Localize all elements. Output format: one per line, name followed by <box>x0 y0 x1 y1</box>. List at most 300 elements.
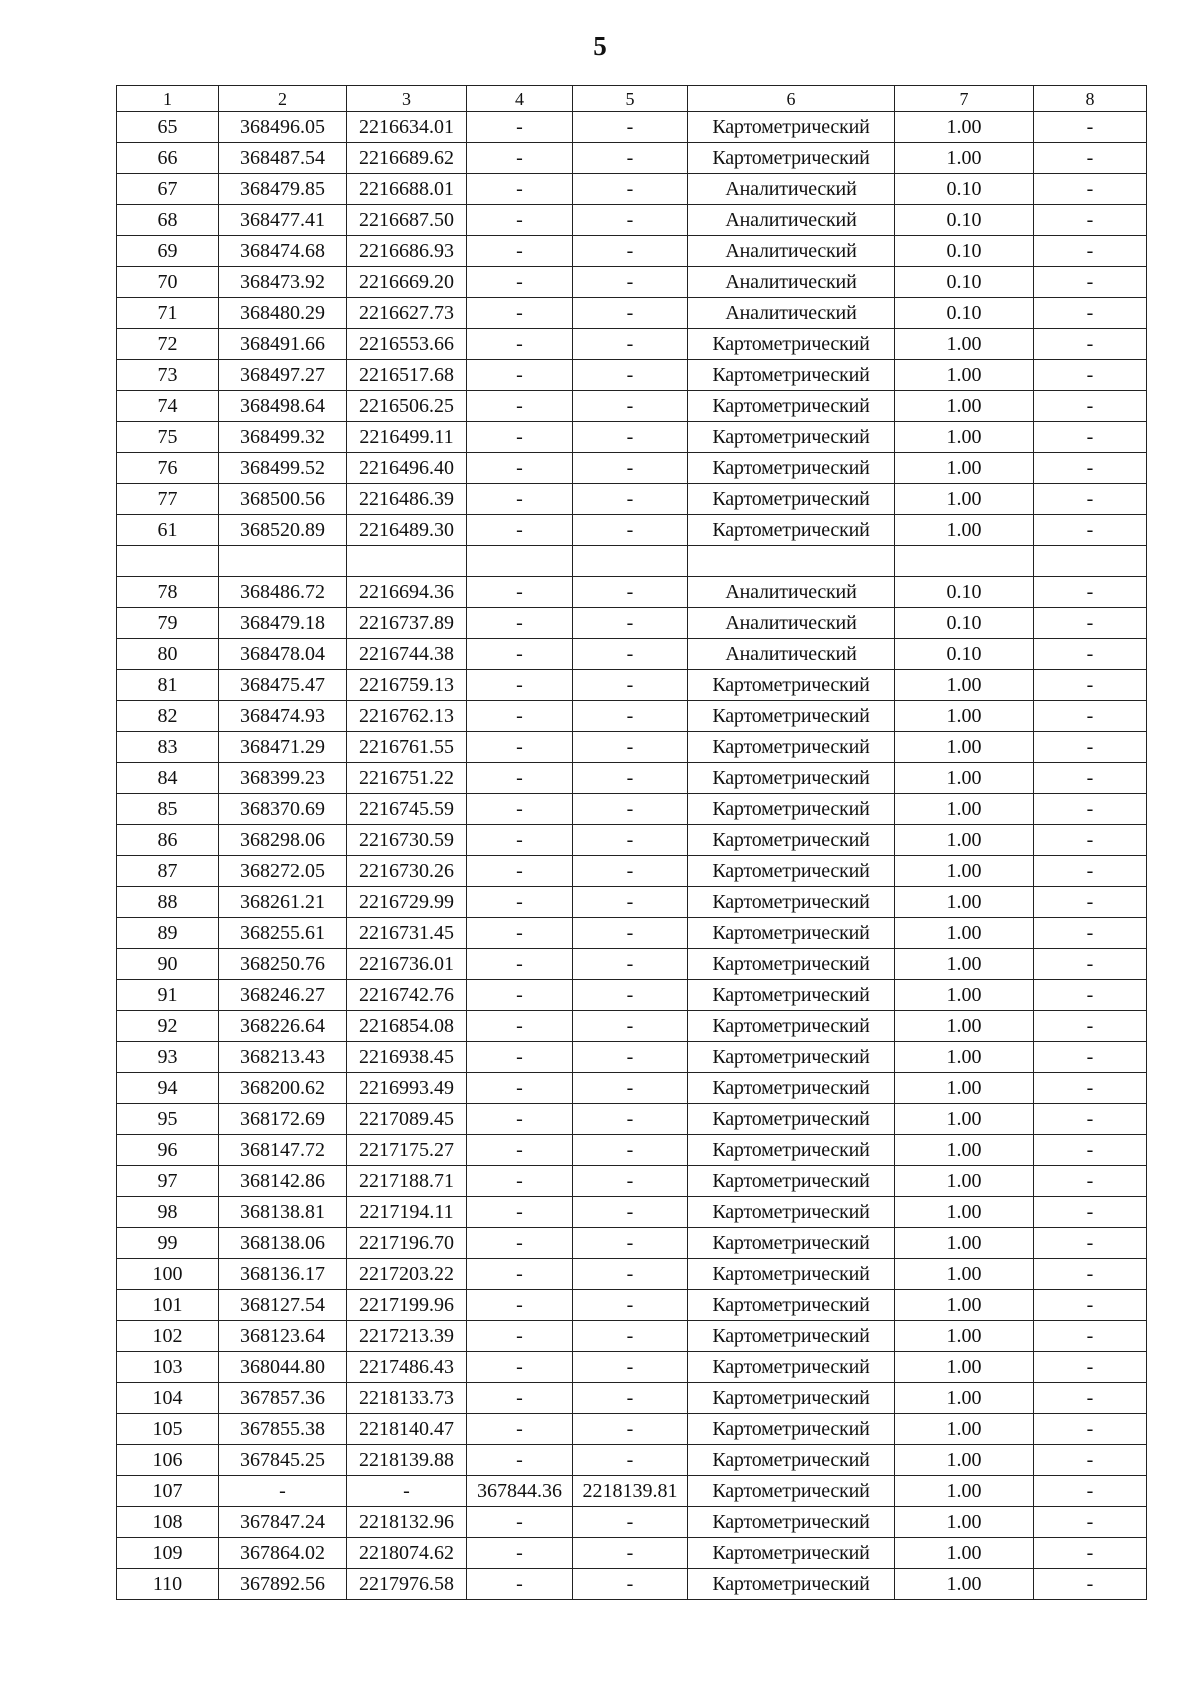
accuracy-cell: 1.00 <box>895 763 1034 794</box>
table-row <box>117 1042 1147 1073</box>
y-new-cell: - <box>573 887 688 918</box>
x-coordinate-cell: 367857.36 <box>219 1383 347 1414</box>
accuracy-cell: 0.10 <box>895 236 1034 267</box>
x-coordinate-cell: 368226.64 <box>219 1011 347 1042</box>
y-new-cell: - <box>573 298 688 329</box>
method-cell: Картометрический <box>688 1166 895 1197</box>
x-new-cell: - <box>467 1166 573 1197</box>
table-body <box>117 86 1147 1600</box>
method-cell: Картометрический <box>688 1104 895 1135</box>
table-row <box>117 1507 1147 1538</box>
accuracy-cell: 1.00 <box>895 1011 1034 1042</box>
accuracy-cell: 1.00 <box>895 1414 1034 1445</box>
x-coordinate-cell: 368486.72 <box>219 577 347 608</box>
point-number-cell: 66 <box>117 143 219 174</box>
table-row <box>117 546 1147 577</box>
x-coordinate-cell: 367855.38 <box>219 1414 347 1445</box>
y-coordinate-cell: - <box>347 1476 467 1507</box>
x-coordinate-cell: 368498.64 <box>219 391 347 422</box>
point-number-cell: 100 <box>117 1259 219 1290</box>
table-row <box>117 391 1147 422</box>
x-coordinate-cell: 368399.23 <box>219 763 347 794</box>
accuracy-cell: 1.00 <box>895 1507 1034 1538</box>
method-cell: Картометрический <box>688 515 895 546</box>
point-number-cell: 72 <box>117 329 219 360</box>
x-new-cell: - <box>467 1042 573 1073</box>
x-new-cell: - <box>467 236 573 267</box>
point-number-cell: 86 <box>117 825 219 856</box>
method-cell: Картометрический <box>688 701 895 732</box>
note-cell: - <box>1034 360 1147 391</box>
note-cell: - <box>1034 1352 1147 1383</box>
point-number-cell: 104 <box>117 1383 219 1414</box>
table-row <box>117 236 1147 267</box>
x-coordinate-cell: 368136.17 <box>219 1259 347 1290</box>
note-cell: - <box>1034 794 1147 825</box>
x-new-cell: - <box>467 1414 573 1445</box>
point-number-cell: 95 <box>117 1104 219 1135</box>
header-cell: 1 <box>117 86 219 112</box>
x-coordinate-cell: 368474.68 <box>219 236 347 267</box>
note-cell: - <box>1034 515 1147 546</box>
y-new-cell: - <box>573 236 688 267</box>
y-coordinate-cell: 2216688.01 <box>347 174 467 205</box>
method-cell: Картометрический <box>688 732 895 763</box>
method-cell: Картометрический <box>688 329 895 360</box>
point-number-cell: 78 <box>117 577 219 608</box>
y-coordinate-cell: 2216517.68 <box>347 360 467 391</box>
accuracy-cell: 1.00 <box>895 453 1034 484</box>
header-cell: 7 <box>895 86 1034 112</box>
y-coordinate-cell: 2216489.30 <box>347 515 467 546</box>
table-row <box>117 1290 1147 1321</box>
table-row <box>117 422 1147 453</box>
note-cell: - <box>1034 670 1147 701</box>
y-new-cell: - <box>573 794 688 825</box>
y-new-cell: - <box>573 1135 688 1166</box>
table-row <box>117 453 1147 484</box>
table-row <box>117 1197 1147 1228</box>
note-cell: - <box>1034 732 1147 763</box>
note-cell: - <box>1034 329 1147 360</box>
table-row <box>117 1104 1147 1135</box>
header-cell: 4 <box>467 86 573 112</box>
method-cell: Аналитический <box>688 577 895 608</box>
x-coordinate-cell: 368200.62 <box>219 1073 347 1104</box>
y-coordinate-cell: 2216744.38 <box>347 639 467 670</box>
x-new-cell: 367844.36 <box>467 1476 573 1507</box>
y-new-cell: - <box>573 1569 688 1600</box>
table-row <box>117 1259 1147 1290</box>
note-cell: - <box>1034 1538 1147 1569</box>
y-new-cell: - <box>573 1073 688 1104</box>
method-cell: Картометрический <box>688 670 895 701</box>
note-cell: - <box>1034 825 1147 856</box>
table-row <box>117 670 1147 701</box>
y-coordinate-cell: 2217213.39 <box>347 1321 467 1352</box>
header-cell: 8 <box>1034 86 1147 112</box>
x-new-cell: - <box>467 1290 573 1321</box>
table-row <box>117 794 1147 825</box>
table-row <box>117 577 1147 608</box>
method-cell: Картометрический <box>688 1135 895 1166</box>
y-new-cell: - <box>573 1321 688 1352</box>
accuracy-cell: 1.00 <box>895 1197 1034 1228</box>
x-new-cell: - <box>467 1569 573 1600</box>
y-coordinate-cell: 2216761.55 <box>347 732 467 763</box>
table-row <box>117 825 1147 856</box>
method-cell: Картометрический <box>688 143 895 174</box>
y-coordinate-cell: 2216745.59 <box>347 794 467 825</box>
point-number-cell: 80 <box>117 639 219 670</box>
method-cell: Картометрический <box>688 980 895 1011</box>
point-number-cell: 70 <box>117 267 219 298</box>
accuracy-cell: 1.00 <box>895 515 1034 546</box>
y-new-cell: - <box>573 1104 688 1135</box>
x-new-cell: - <box>467 608 573 639</box>
x-new-cell: - <box>467 825 573 856</box>
note-cell: - <box>1034 1166 1147 1197</box>
x-coordinate-cell: 368213.43 <box>219 1042 347 1073</box>
x-new-cell: - <box>467 1104 573 1135</box>
y-coordinate-cell: 2216627.73 <box>347 298 467 329</box>
method-cell: Картометрический <box>688 856 895 887</box>
point-number-cell: 110 <box>117 1569 219 1600</box>
accuracy-cell: 1.00 <box>895 143 1034 174</box>
x-new-cell: - <box>467 267 573 298</box>
accuracy-cell: 0.10 <box>895 577 1034 608</box>
method-cell: Картометрический <box>688 391 895 422</box>
y-coordinate-cell: 2216499.11 <box>347 422 467 453</box>
table-row <box>117 205 1147 236</box>
x-new-cell: - <box>467 1073 573 1104</box>
x-coordinate-cell: 367892.56 <box>219 1569 347 1600</box>
x-new-cell: - <box>467 732 573 763</box>
table-row <box>117 701 1147 732</box>
table-row <box>117 174 1147 205</box>
point-number-cell: 65 <box>117 112 219 143</box>
x-coordinate-cell: 368477.41 <box>219 205 347 236</box>
method-cell: Аналитический <box>688 608 895 639</box>
x-coordinate-cell: 368500.56 <box>219 484 347 515</box>
y-coordinate-cell <box>347 546 467 577</box>
y-coordinate-cell: 2218074.62 <box>347 1538 467 1569</box>
method-cell: Картометрический <box>688 1476 895 1507</box>
y-new-cell: - <box>573 856 688 887</box>
note-cell: - <box>1034 453 1147 484</box>
y-new-cell: - <box>573 112 688 143</box>
point-number-cell: 73 <box>117 360 219 391</box>
method-cell: Картометрический <box>688 484 895 515</box>
y-coordinate-cell: 2216689.62 <box>347 143 467 174</box>
method-cell: Картометрический <box>688 1290 895 1321</box>
x-coordinate-cell: 368480.29 <box>219 298 347 329</box>
y-new-cell: - <box>573 825 688 856</box>
x-coordinate-cell: 368138.06 <box>219 1228 347 1259</box>
y-new-cell: - <box>573 1352 688 1383</box>
x-coordinate-cell: 368250.76 <box>219 949 347 980</box>
point-number-cell: 99 <box>117 1228 219 1259</box>
point-number-cell: 75 <box>117 422 219 453</box>
table-row <box>117 484 1147 515</box>
x-new-cell: - <box>467 1259 573 1290</box>
table-row <box>117 1476 1147 1507</box>
accuracy-cell: 1.00 <box>895 1476 1034 1507</box>
table-row <box>117 1135 1147 1166</box>
point-number-cell: 89 <box>117 918 219 949</box>
note-cell: - <box>1034 1414 1147 1445</box>
method-cell: Картометрический <box>688 453 895 484</box>
accuracy-cell: 1.00 <box>895 360 1034 391</box>
method-cell: Картометрический <box>688 1321 895 1352</box>
accuracy-cell: 1.00 <box>895 1104 1034 1135</box>
y-new-cell: - <box>573 1011 688 1042</box>
note-cell: - <box>1034 1476 1147 1507</box>
point-number-cell: 84 <box>117 763 219 794</box>
x-coordinate-cell: 368479.85 <box>219 174 347 205</box>
y-new-cell: - <box>573 515 688 546</box>
point-number-cell: 98 <box>117 1197 219 1228</box>
y-new-cell: - <box>573 608 688 639</box>
method-cell: Аналитический <box>688 267 895 298</box>
note-cell: - <box>1034 701 1147 732</box>
y-coordinate-cell: 2217175.27 <box>347 1135 467 1166</box>
x-new-cell: - <box>467 1321 573 1352</box>
point-number-cell: 68 <box>117 205 219 236</box>
x-coordinate-cell: 367864.02 <box>219 1538 347 1569</box>
y-new-cell: - <box>573 205 688 236</box>
point-number-cell: 96 <box>117 1135 219 1166</box>
y-new-cell: - <box>573 1507 688 1538</box>
x-new-cell: - <box>467 391 573 422</box>
table-row <box>117 143 1147 174</box>
x-coordinate-cell: 367845.25 <box>219 1445 347 1476</box>
x-new-cell: - <box>467 174 573 205</box>
y-new-cell: - <box>573 670 688 701</box>
x-new-cell <box>467 546 573 577</box>
point-number-cell: 102 <box>117 1321 219 1352</box>
method-cell: Аналитический <box>688 205 895 236</box>
x-new-cell: - <box>467 980 573 1011</box>
y-coordinate-cell: 2217089.45 <box>347 1104 467 1135</box>
y-coordinate-cell: 2216694.36 <box>347 577 467 608</box>
y-coordinate-cell: 2216496.40 <box>347 453 467 484</box>
y-new-cell: - <box>573 1166 688 1197</box>
method-cell: Картометрический <box>688 1197 895 1228</box>
note-cell: - <box>1034 1042 1147 1073</box>
accuracy-cell: 1.00 <box>895 1569 1034 1600</box>
y-coordinate-cell: 2216742.76 <box>347 980 467 1011</box>
accuracy-cell: 1.00 <box>895 1321 1034 1352</box>
note-cell: - <box>1034 1104 1147 1135</box>
y-new-cell: - <box>573 1445 688 1476</box>
accuracy-cell: 1.00 <box>895 887 1034 918</box>
y-coordinate-cell: 2218133.73 <box>347 1383 467 1414</box>
y-new-cell: - <box>573 360 688 391</box>
accuracy-cell: 1.00 <box>895 701 1034 732</box>
method-cell: Картометрический <box>688 825 895 856</box>
note-cell: - <box>1034 887 1147 918</box>
y-new-cell: - <box>573 1538 688 1569</box>
y-coordinate-cell: 2216506.25 <box>347 391 467 422</box>
point-number-cell: 79 <box>117 608 219 639</box>
accuracy-cell: 1.00 <box>895 1445 1034 1476</box>
table-row <box>117 1228 1147 1259</box>
note-cell: - <box>1034 1383 1147 1414</box>
point-number-cell: 90 <box>117 949 219 980</box>
y-new-cell: - <box>573 1259 688 1290</box>
accuracy-cell <box>895 546 1034 577</box>
table-row <box>117 608 1147 639</box>
point-number-cell: 108 <box>117 1507 219 1538</box>
accuracy-cell: 0.10 <box>895 608 1034 639</box>
y-coordinate-cell: 2216731.45 <box>347 918 467 949</box>
page-number: 5 <box>593 31 607 61</box>
y-new-cell: - <box>573 949 688 980</box>
point-number-cell: 69 <box>117 236 219 267</box>
x-new-cell: - <box>467 515 573 546</box>
x-new-cell: - <box>467 205 573 236</box>
x-new-cell: - <box>467 1011 573 1042</box>
y-new-cell: - <box>573 1197 688 1228</box>
table-row <box>117 1166 1147 1197</box>
x-new-cell: - <box>467 360 573 391</box>
y-new-cell: - <box>573 143 688 174</box>
x-coordinate-cell: 368471.29 <box>219 732 347 763</box>
accuracy-cell: 1.00 <box>895 1538 1034 1569</box>
accuracy-cell: 1.00 <box>895 794 1034 825</box>
accuracy-cell: 1.00 <box>895 1073 1034 1104</box>
y-coordinate-cell: 2216486.39 <box>347 484 467 515</box>
y-coordinate-cell: 2217196.70 <box>347 1228 467 1259</box>
accuracy-cell: 1.00 <box>895 732 1034 763</box>
y-new-cell: - <box>573 174 688 205</box>
x-new-cell: - <box>467 1383 573 1414</box>
x-new-cell: - <box>467 1507 573 1538</box>
x-coordinate-cell: - <box>219 1476 347 1507</box>
y-new-cell: - <box>573 267 688 298</box>
note-cell: - <box>1034 1073 1147 1104</box>
note-cell: - <box>1034 267 1147 298</box>
note-cell: - <box>1034 1445 1147 1476</box>
accuracy-cell: 1.00 <box>895 1166 1034 1197</box>
y-new-cell: - <box>573 763 688 794</box>
x-coordinate-cell: 368496.05 <box>219 112 347 143</box>
x-coordinate-cell: 368479.18 <box>219 608 347 639</box>
point-number-cell: 87 <box>117 856 219 887</box>
method-cell: Картометрический <box>688 1352 895 1383</box>
accuracy-cell: 0.10 <box>895 298 1034 329</box>
method-cell: Картометрический <box>688 763 895 794</box>
accuracy-cell: 1.00 <box>895 1290 1034 1321</box>
accuracy-cell: 1.00 <box>895 1259 1034 1290</box>
x-new-cell: - <box>467 856 573 887</box>
accuracy-cell: 1.00 <box>895 1383 1034 1414</box>
header-cell: 5 <box>573 86 688 112</box>
point-number-cell: 61 <box>117 515 219 546</box>
table-row <box>117 980 1147 1011</box>
method-cell: Картометрический <box>688 1011 895 1042</box>
note-cell: - <box>1034 1259 1147 1290</box>
y-coordinate-cell: 2217194.11 <box>347 1197 467 1228</box>
point-number-cell <box>117 546 219 577</box>
y-new-cell: - <box>573 1383 688 1414</box>
y-new-cell: - <box>573 701 688 732</box>
y-coordinate-cell: 2216759.13 <box>347 670 467 701</box>
accuracy-cell: 1.00 <box>895 484 1034 515</box>
x-coordinate-cell: 368272.05 <box>219 856 347 887</box>
y-coordinate-cell: 2216751.22 <box>347 763 467 794</box>
x-new-cell: - <box>467 1445 573 1476</box>
method-cell: Картометрический <box>688 887 895 918</box>
y-new-cell: - <box>573 577 688 608</box>
note-cell: - <box>1034 205 1147 236</box>
method-cell: Аналитический <box>688 639 895 670</box>
accuracy-cell: 0.10 <box>895 639 1034 670</box>
x-coordinate-cell: 368478.04 <box>219 639 347 670</box>
x-coordinate-cell: 368127.54 <box>219 1290 347 1321</box>
point-number-cell: 107 <box>117 1476 219 1507</box>
x-coordinate-cell: 368475.47 <box>219 670 347 701</box>
table-row <box>117 1073 1147 1104</box>
header-cell: 3 <box>347 86 467 112</box>
y-coordinate-cell: 2216669.20 <box>347 267 467 298</box>
x-coordinate-cell: 368491.66 <box>219 329 347 360</box>
x-new-cell: - <box>467 484 573 515</box>
y-coordinate-cell: 2218140.47 <box>347 1414 467 1445</box>
x-coordinate-cell: 368255.61 <box>219 918 347 949</box>
x-coordinate-cell <box>219 546 347 577</box>
y-coordinate-cell: 2217203.22 <box>347 1259 467 1290</box>
point-number-cell: 81 <box>117 670 219 701</box>
x-new-cell: - <box>467 670 573 701</box>
note-cell: - <box>1034 1290 1147 1321</box>
y-coordinate-cell: 2216730.26 <box>347 856 467 887</box>
table-row <box>117 732 1147 763</box>
x-new-cell: - <box>467 701 573 732</box>
point-number-cell: 83 <box>117 732 219 763</box>
y-coordinate-cell: 2217486.43 <box>347 1352 467 1383</box>
table-row <box>117 1011 1147 1042</box>
x-new-cell: - <box>467 577 573 608</box>
x-coordinate-cell: 368246.27 <box>219 980 347 1011</box>
x-new-cell: - <box>467 639 573 670</box>
x-new-cell: - <box>467 1228 573 1259</box>
header-cell: 2 <box>219 86 347 112</box>
accuracy-cell: 1.00 <box>895 825 1034 856</box>
table-row <box>117 763 1147 794</box>
y-coordinate-cell: 2216993.49 <box>347 1073 467 1104</box>
method-cell: Картометрический <box>688 1259 895 1290</box>
method-cell: Картометрический <box>688 1042 895 1073</box>
note-cell: - <box>1034 391 1147 422</box>
point-number-cell: 67 <box>117 174 219 205</box>
accuracy-cell: 1.00 <box>895 918 1034 949</box>
y-new-cell: 2218139.81 <box>573 1476 688 1507</box>
point-number-cell: 82 <box>117 701 219 732</box>
method-cell: Картометрический <box>688 918 895 949</box>
x-new-cell: - <box>467 453 573 484</box>
y-coordinate-cell: 2218139.88 <box>347 1445 467 1476</box>
accuracy-cell: 1.00 <box>895 856 1034 887</box>
y-new-cell: - <box>573 1290 688 1321</box>
accuracy-cell: 1.00 <box>895 949 1034 980</box>
y-coordinate-cell: 2216854.08 <box>347 1011 467 1042</box>
method-cell: Картометрический <box>688 1538 895 1569</box>
y-coordinate-cell: 2216730.59 <box>347 825 467 856</box>
method-cell: Аналитический <box>688 236 895 267</box>
y-new-cell: - <box>573 484 688 515</box>
